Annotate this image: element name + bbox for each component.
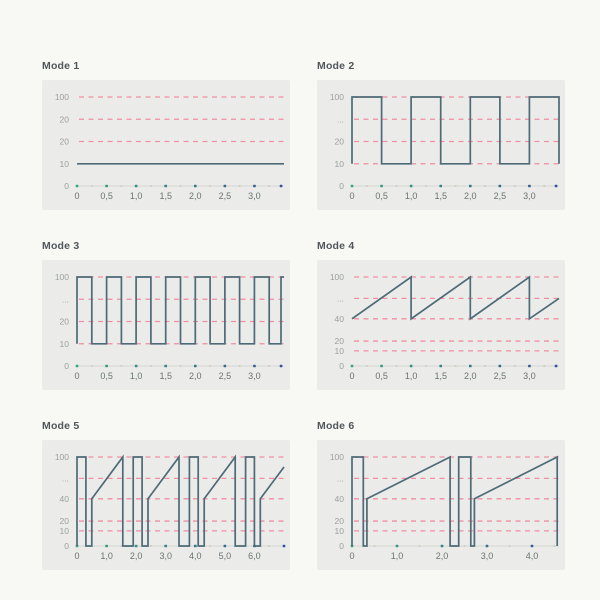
- x-tick-label: 5,0: [218, 551, 232, 561]
- x-tick-label: 1,0: [129, 191, 143, 201]
- axis-tick-dot: [253, 185, 256, 188]
- axis-tick-dot: [531, 545, 534, 548]
- y-tick-label: 100: [329, 272, 344, 282]
- chart-mode-1: [42, 60, 290, 210]
- y-tick-label: 100: [54, 272, 69, 282]
- axis-tick-dot: [105, 545, 108, 548]
- chart-title: Mode 4: [317, 240, 355, 252]
- waveform-line: [352, 97, 559, 164]
- axis-tick-dot: [76, 365, 79, 368]
- chart-mode-4: [317, 240, 565, 390]
- axis-minor-dot: [395, 185, 397, 187]
- axis-tick-dot: [280, 185, 283, 188]
- y-tick-label: 0: [339, 541, 344, 551]
- axis-minor-dot: [374, 545, 376, 547]
- y-tick-label: 100: [329, 452, 344, 462]
- y-tick-label: 10: [334, 345, 344, 356]
- axis-minor-dot: [464, 545, 466, 547]
- x-tick-label: 2,5: [493, 191, 507, 201]
- axis-minor-dot: [543, 365, 545, 367]
- chart-title: Mode 1: [42, 60, 80, 72]
- axis-tick-dot: [410, 365, 413, 368]
- y-tick-label: 20: [59, 136, 69, 147]
- x-tick-label: 0: [349, 551, 355, 561]
- y-tick-label: 0: [64, 361, 69, 371]
- axis-minor-dot: [543, 185, 545, 187]
- axis-tick-dot: [351, 185, 354, 188]
- axis-minor-dot: [180, 185, 182, 187]
- axis-tick-dot: [164, 365, 167, 368]
- axis-tick-dot: [351, 365, 354, 368]
- axis-tick-dot: [135, 365, 138, 368]
- chart-title: Mode 6: [317, 420, 355, 432]
- axis-tick-dot: [528, 365, 531, 368]
- x-tick-label: 1,0: [404, 191, 418, 201]
- axis-minor-dot: [180, 365, 182, 367]
- axis-minor-dot: [366, 365, 368, 367]
- y-tick-label: 0: [64, 541, 69, 551]
- axis-minor-dot: [514, 185, 516, 187]
- x-tick-label: 2,0: [435, 551, 449, 561]
- y-tick-label: 100: [54, 92, 69, 102]
- axis-minor-dot: [91, 185, 93, 187]
- y-tick-label: 20: [59, 114, 69, 125]
- chart-plot-panel: [317, 440, 565, 570]
- x-tick-label: 3,0: [248, 371, 261, 381]
- chart-title: Mode 3: [42, 240, 80, 252]
- y-tick-label: 20: [334, 336, 344, 347]
- axis-tick-dot: [380, 185, 383, 188]
- x-tick-label: 1,0: [100, 551, 113, 561]
- axis-minor-dot: [425, 185, 427, 187]
- x-tick-label: 0,5: [375, 191, 388, 201]
- x-tick-label: 3,0: [523, 191, 536, 201]
- axis-tick-dot: [555, 185, 558, 188]
- y-tick-label: 40: [334, 313, 344, 324]
- y-tick-label: 10: [59, 338, 69, 349]
- axis-tick-dot: [439, 185, 442, 188]
- x-tick-label: 0,5: [375, 371, 388, 381]
- chart-plot-panel: [42, 440, 290, 570]
- x-tick-label: 3,0: [248, 191, 261, 201]
- y-tick-label: 100: [329, 92, 344, 102]
- x-tick-label: 0: [74, 371, 80, 381]
- chart-mode-5: [42, 420, 290, 570]
- axis-tick-dot: [380, 365, 383, 368]
- x-tick-label: 0: [74, 551, 80, 561]
- axis-tick-dot: [135, 185, 138, 188]
- axis-minor-dot: [455, 185, 457, 187]
- axis-tick-dot: [105, 185, 108, 188]
- axis-minor-dot: [425, 365, 427, 367]
- y-tick-label: ...: [336, 114, 344, 125]
- waveform-line: [77, 277, 284, 344]
- axis-tick-dot: [283, 545, 286, 548]
- axis-tick-dot: [396, 545, 399, 548]
- axis-tick-dot: [194, 185, 197, 188]
- axis-minor-dot: [239, 365, 241, 367]
- axis-tick-dot: [164, 185, 167, 188]
- axis-tick-dot: [224, 545, 227, 548]
- axis-minor-dot: [419, 545, 421, 547]
- y-tick-label: 100: [54, 452, 69, 462]
- axis-minor-dot: [484, 365, 486, 367]
- axis-tick-dot: [280, 365, 283, 368]
- axis-minor-dot: [209, 545, 211, 547]
- axis-minor-dot: [120, 365, 122, 367]
- y-tick-label: 20: [334, 516, 344, 527]
- y-tick-label: 10: [334, 525, 344, 536]
- y-tick-label: 40: [59, 493, 69, 504]
- x-tick-label: 1,0: [390, 551, 404, 561]
- y-tick-label: 10: [59, 525, 69, 536]
- y-tick-label: 20: [59, 516, 69, 527]
- x-tick-label: 3,0: [523, 371, 536, 381]
- x-tick-label: 2,0: [464, 191, 477, 201]
- axis-minor-dot: [120, 185, 122, 187]
- x-tick-label: 2,5: [493, 371, 507, 381]
- x-tick-label: 0: [349, 371, 355, 381]
- y-tick-label: 20: [334, 136, 344, 147]
- chart-plot-panel: [42, 80, 290, 210]
- y-tick-label: 0: [339, 361, 344, 371]
- x-tick-label: 1,5: [159, 191, 172, 201]
- axis-minor-dot: [554, 545, 556, 547]
- x-tick-label: 1,5: [434, 371, 447, 381]
- axis-tick-dot: [253, 365, 256, 368]
- axis-tick-dot: [555, 365, 558, 368]
- axis-tick-dot: [224, 185, 227, 188]
- axis-minor-dot: [150, 365, 152, 367]
- chart-title: Mode 2: [317, 60, 355, 72]
- axis-tick-dot: [499, 365, 502, 368]
- axis-tick-dot: [194, 545, 197, 548]
- x-tick-label: 2,0: [189, 191, 202, 201]
- chart-mode-3: [42, 240, 290, 390]
- axis-tick-dot: [528, 185, 531, 188]
- axis-tick-dot: [76, 185, 79, 188]
- y-tick-label: 40: [334, 493, 344, 504]
- chart-plot-panel: [42, 260, 290, 390]
- y-tick-label: ...: [61, 473, 69, 484]
- chart-plot-panel: [317, 260, 565, 390]
- axis-minor-dot: [239, 185, 241, 187]
- axis-minor-dot: [484, 185, 486, 187]
- axis-minor-dot: [514, 365, 516, 367]
- axis-minor-dot: [455, 365, 457, 367]
- axis-tick-dot: [135, 545, 138, 548]
- x-tick-label: 1,5: [159, 371, 172, 381]
- chart-mode-6: [317, 420, 565, 570]
- x-tick-label: 2,5: [218, 371, 232, 381]
- axis-minor-dot: [366, 185, 368, 187]
- axis-minor-dot: [209, 185, 211, 187]
- axis-tick-dot: [410, 185, 413, 188]
- axis-minor-dot: [268, 365, 270, 367]
- y-tick-label: 0: [339, 181, 344, 191]
- x-tick-label: 3,0: [159, 551, 172, 561]
- axis-tick-dot: [499, 185, 502, 188]
- y-tick-label: ...: [61, 294, 69, 305]
- axis-minor-dot: [150, 545, 152, 547]
- axis-tick-dot: [441, 545, 444, 548]
- axis-tick-dot: [164, 545, 167, 548]
- axis-tick-dot: [469, 365, 472, 368]
- waveform-line: [77, 457, 284, 546]
- axis-tick-dot: [194, 365, 197, 368]
- chart-title: Mode 5: [42, 420, 80, 432]
- x-tick-label: 4,0: [189, 551, 202, 561]
- axis-tick-dot: [469, 185, 472, 188]
- x-tick-label: 1,5: [434, 191, 447, 201]
- x-tick-label: 1,0: [404, 371, 418, 381]
- axis-minor-dot: [91, 365, 93, 367]
- axis-minor-dot: [209, 365, 211, 367]
- x-tick-label: 0: [74, 191, 80, 201]
- axis-minor-dot: [150, 185, 152, 187]
- x-tick-label: 3,0: [480, 551, 494, 561]
- x-tick-label: 2,5: [218, 191, 232, 201]
- y-tick-label: ...: [336, 293, 344, 304]
- axis-minor-dot: [268, 185, 270, 187]
- chart-plot-panel: [317, 80, 565, 210]
- axis-minor-dot: [395, 365, 397, 367]
- x-tick-label: 0: [349, 191, 355, 201]
- axis-tick-dot: [224, 365, 227, 368]
- x-tick-label: 4,0: [525, 551, 539, 561]
- charts-grid: [42, 60, 565, 570]
- axis-tick-dot: [439, 365, 442, 368]
- x-tick-label: 2,0: [189, 371, 202, 381]
- y-tick-label: 0: [64, 181, 69, 191]
- axis-tick-dot: [486, 545, 489, 548]
- x-tick-label: 0,5: [100, 371, 113, 381]
- y-tick-label: 10: [59, 158, 69, 169]
- x-tick-label: 6,0: [248, 551, 261, 561]
- x-tick-label: 2,0: [464, 371, 477, 381]
- x-tick-label: 0,5: [100, 191, 113, 201]
- x-tick-label: 2,0: [129, 551, 143, 561]
- y-tick-label: 20: [59, 316, 69, 327]
- axis-minor-dot: [509, 545, 511, 547]
- axis-tick-dot: [105, 365, 108, 368]
- waveform-line: [352, 457, 557, 546]
- axis-minor-dot: [268, 545, 270, 547]
- y-tick-label: 10: [334, 158, 344, 169]
- y-tick-label: ...: [336, 473, 344, 484]
- x-tick-label: 1,0: [129, 371, 143, 381]
- chart-mode-2: [317, 60, 565, 210]
